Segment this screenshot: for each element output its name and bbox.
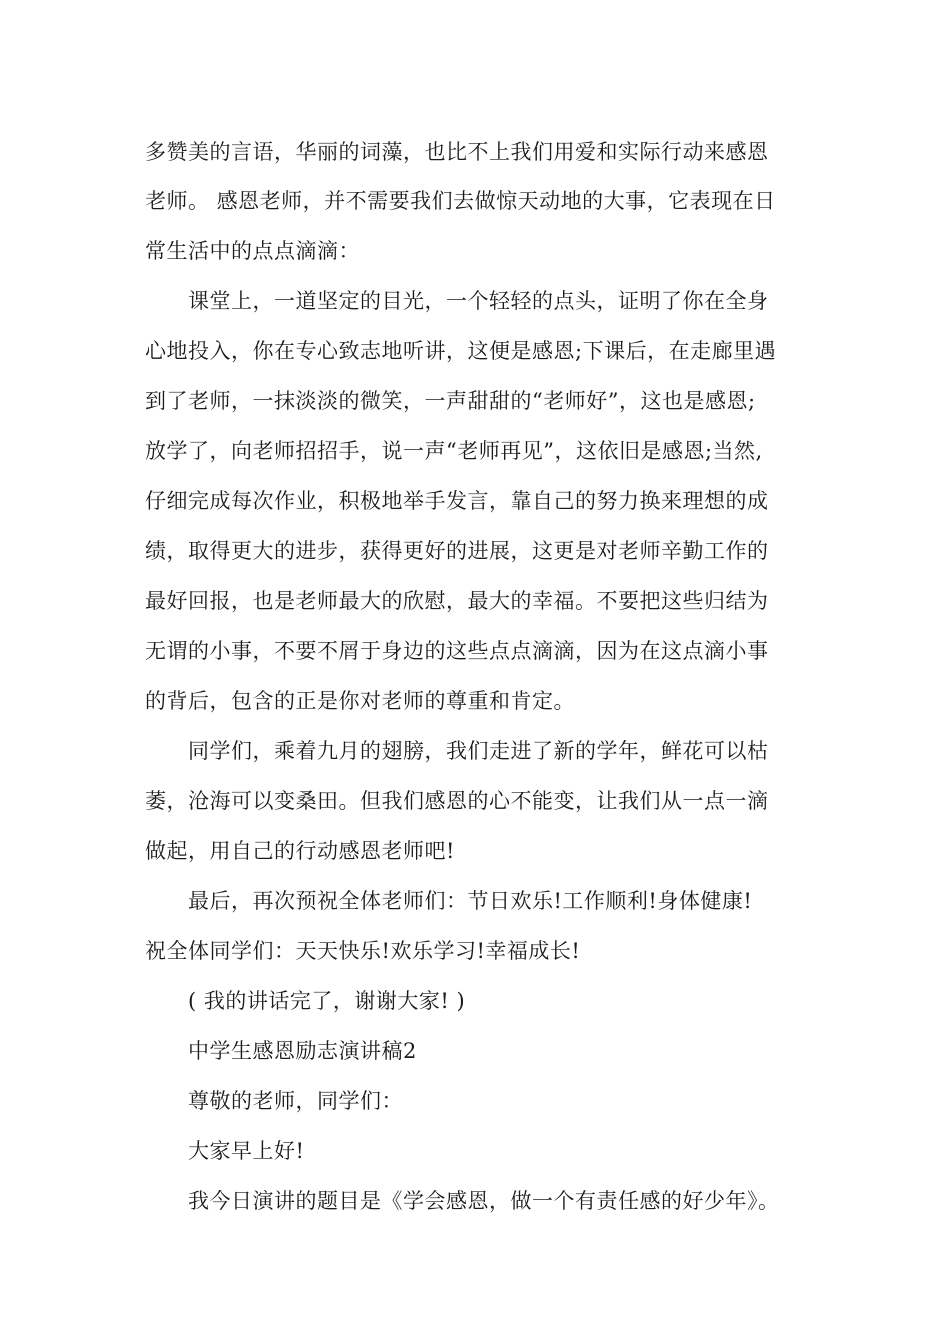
text-line: 我今日演讲的题目是《学会感恩，做一个有责任感的好少年》。 (188, 1189, 780, 1213)
text-line: 做起，用自己的行动感恩老师吧! (145, 839, 455, 863)
text-line: 祝全体同学们：天天快乐!欢乐学习!幸福成长! (145, 939, 581, 963)
text-line: 绩，取得更大的进步，获得更好的进展，这更是对老师辛勤工作的 (145, 539, 769, 563)
greeting: 大家早上好! (188, 1139, 305, 1163)
text-line: 无谓的小事，不要不屑于身边的这些点点滴滴，因为在这点滴小事 (145, 639, 769, 663)
text-line: 仔细完成每次作业，积极地举手发言，靠自己的努力换来理想的成 (145, 489, 769, 513)
text-line: 最后，再次预祝全体老师们：节日欢乐!工作顺利!身体健康! (188, 889, 753, 913)
text-line: 课堂上，一道坚定的目光，一个轻轻的点头，证明了你在全身 (188, 289, 769, 313)
text-line: 萎，沧海可以变桑田。但我们感恩的心不能变，让我们从一点一滴 (145, 789, 769, 813)
text-line: 同学们，乘着九月的翅膀，我们走进了新的学年，鲜花可以枯 (188, 739, 769, 763)
text-line: 最好回报，也是老师最大的欣慰，最大的幸福。不要把这些归结为 (145, 589, 769, 613)
text-line: 老师。 感恩老师，并不需要我们去做惊天动地的大事，它表现在日 (145, 189, 776, 213)
section-heading: 中学生感恩励志演讲稿2 (188, 1039, 417, 1063)
text-line: 心地投入，你在专心致志地听讲，这便是感恩;下课后，在走廊里遇 (145, 339, 777, 363)
salutation: 尊敬的老师，同学们： (188, 1089, 403, 1113)
text-line: ( 我的讲话完了，谢谢大家! ) (188, 989, 466, 1013)
text-line: 到了老师，一抹淡淡的微笑，一声甜甜的“老师好”，这也是感恩; (145, 389, 756, 413)
text-line: 常生活中的点点滴滴： (145, 239, 360, 263)
text-line: 多赞美的言语，华丽的词藻，也比不上我们用爱和实际行动来感恩 (145, 140, 769, 164)
text-line: 的背后，包含的正是你对老师的尊重和肯定。 (145, 689, 575, 713)
text-line: 放学了，向老师招招手，说一声“老师再见”，这依旧是感恩;当然, (145, 439, 763, 463)
